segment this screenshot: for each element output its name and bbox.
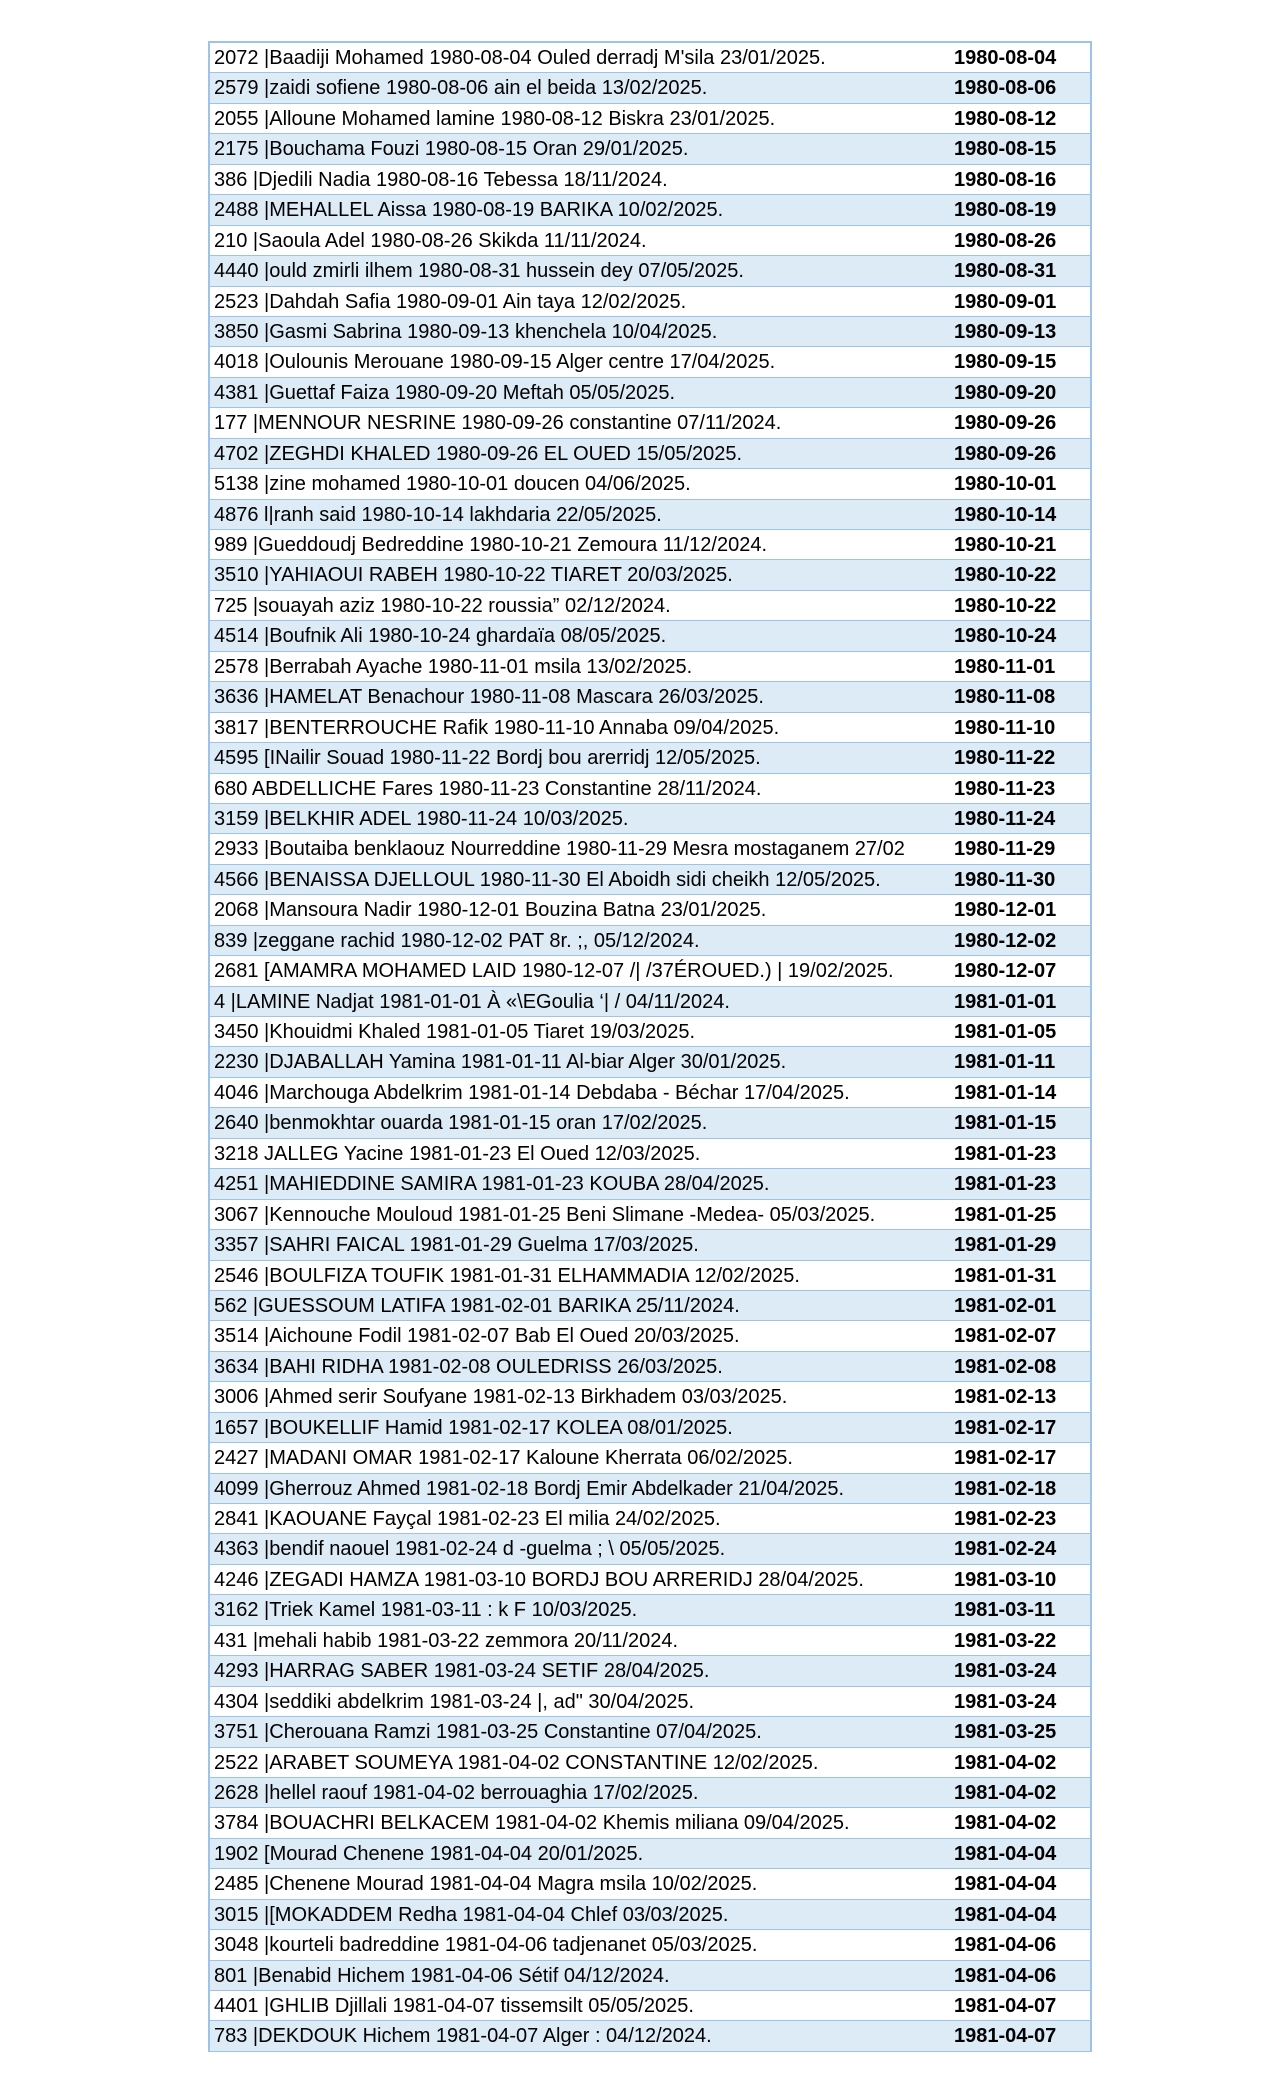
table-row <box>210 1748 1090 1778</box>
table-row <box>210 469 1090 499</box>
entry-cell: 4363 |bendif naouel 1981-02-24 d -guelma ; \ 05/05/2025. <box>214 1538 726 1561</box>
table-row <box>210 1808 1090 1838</box>
date-cell: 1981-04-04 <box>954 1873 1057 1896</box>
entry-cell: 1902 [Mourad Chenene 1981-04-04 20/01/2025. <box>214 1842 644 1865</box>
date-cell: 1980-09-15 <box>954 351 1057 374</box>
table-row <box>210 134 1090 164</box>
entry-cell: 2523 |Dahdah Safia 1980-09-01 Ain taya 12/02/2025. <box>214 290 687 313</box>
date-cell: 1980-11-30 <box>954 868 1056 891</box>
date-cell: 1981-04-04 <box>954 1903 1057 1926</box>
date-cell: 1981-04-06 <box>954 1964 1057 1987</box>
date-cell: 1981-02-17 <box>954 1447 1057 1470</box>
table-row <box>210 987 1090 1017</box>
table-row <box>210 1717 1090 1747</box>
entry-cell: 3162 |Triek Kamel 1981-03-11 : k F 10/03/2025. <box>214 1599 638 1622</box>
date-cell: 1981-03-24 <box>954 1660 1057 1683</box>
entry-cell: 2068 |Mansoura Nadir 1980-12-01 Bouzina Batna 23/01/2025. <box>214 899 767 922</box>
entry-cell: 725 |souayah aziz 1980-10-22 roussia” 02/12/2024. <box>214 594 671 617</box>
table-row <box>210 256 1090 286</box>
table-row <box>210 652 1090 682</box>
date-cell: 1980-11-10 <box>954 716 1056 739</box>
entry-cell: 2579 |zaidi sofiene 1980-08-06 ain el beida 13/02/2025. <box>214 77 708 100</box>
date-cell: 1981-03-24 <box>954 1690 1057 1713</box>
table-row <box>210 500 1090 530</box>
date-cell: 1980-09-20 <box>954 381 1057 404</box>
entry-cell: 839 |zeggane rachid 1980-12-02 PAT 8r. ;, 05/12/2024. <box>214 929 700 952</box>
date-cell: 1981-02-08 <box>954 1355 1057 1378</box>
date-cell: 1981-02-01 <box>954 1294 1057 1317</box>
date-cell: 1980-08-26 <box>954 229 1057 252</box>
table-row <box>210 1656 1090 1686</box>
table-row <box>210 347 1090 377</box>
date-cell: 1980-08-12 <box>954 107 1057 130</box>
date-cell: 1981-04-02 <box>954 1751 1057 1774</box>
table-row <box>210 73 1090 103</box>
table-row <box>210 1474 1090 1504</box>
date-cell: 1981-02-24 <box>954 1538 1057 1561</box>
date-cell: 1980-11-01 <box>954 655 1056 678</box>
table-row <box>210 1321 1090 1351</box>
table-row <box>210 1991 1090 2021</box>
entry-cell: 3048 |kourteli badreddine 1981-04-06 tadjenanet 05/03/2025. <box>214 1934 758 1957</box>
table-row <box>210 2021 1090 2051</box>
entry-cell: 801 |Benabid Hichem 1981-04-06 Sétif 04/12/2024. <box>214 1964 670 1987</box>
date-cell: 1981-01-15 <box>954 1112 1057 1135</box>
entry-cell: 1657 |BOUKELLIF Hamid 1981-02-17 KOLEA 08/01/2025. <box>214 1416 733 1439</box>
entry-cell: 4381 |Guettaf Faiza 1980-09-20 Meftah 05/05/2025. <box>214 381 676 404</box>
entry-cell: 2522 |ARABET SOUMEYA 1981-04-02 CONSTANTINE 12/02/2025. <box>214 1751 819 1774</box>
date-cell: 1980-10-14 <box>954 503 1057 526</box>
entry-cell: 4566 |BENAISSA DJELLOUL 1980-11-30 El Aboidh sidi cheikh 12/05/2025. <box>214 868 881 891</box>
entry-cell: 2488 |MEHALLEL Aissa 1980-08-19 BARIKA 10/02/2025. <box>214 199 724 222</box>
table-row <box>210 226 1090 256</box>
date-cell: 1981-04-02 <box>954 1812 1057 1835</box>
date-cell: 1981-01-29 <box>954 1234 1057 1257</box>
date-cell: 1981-02-13 <box>954 1386 1057 1409</box>
table-row <box>210 1382 1090 1412</box>
date-cell: 1980-10-22 <box>954 564 1057 587</box>
entry-cell: 4018 |Oulounis Merouane 1980-09-15 Alger centre 17/04/2025. <box>214 351 776 374</box>
entry-cell: 2072 |Baadiji Mohamed 1980-08-04 Ouled derradj M'sila 23/01/2025. <box>214 47 826 69</box>
date-cell: 1981-01-25 <box>954 1203 1057 1226</box>
entry-cell: 3510 |YAHIAOUI RABEH 1980-10-22 TIARET 20/03/2025. <box>214 564 733 587</box>
entry-cell: 3067 |Kennouche Mouloud 1981-01-25 Beni Slimane -Medea- 05/03/2025. <box>214 1203 876 1226</box>
entry-cell: 4246 |ZEGADI HAMZA 1981-03-10 BORDJ BOU ARRERIDJ 28/04/2025. <box>214 1568 864 1591</box>
date-cell: 1981-03-10 <box>954 1568 1057 1591</box>
date-cell: 1981-01-11 <box>954 1051 1056 1074</box>
date-cell: 1980-09-26 <box>954 442 1057 465</box>
entry-cell: 2546 |BOULFIZA TOUFIK 1981-01-31 ELHAMMADIA 12/02/2025. <box>214 1264 800 1287</box>
table-row <box>210 1534 1090 1564</box>
table-row <box>210 682 1090 712</box>
entry-cell: 386 |Djedili Nadia 1980-08-16 Tebessa 18/11/2024. <box>214 168 668 191</box>
date-cell: 1981-01-01 <box>954 990 1057 1013</box>
entry-cell: 210 |Saoula Adel 1980-08-26 Skikda 11/11/2024. <box>214 229 647 252</box>
table-row <box>210 1078 1090 1108</box>
date-cell: 1980-10-01 <box>954 473 1057 496</box>
entry-cell: 3634 |BAHI RIDHA 1981-02-08 OULEDRISS 26/03/2025. <box>214 1355 723 1378</box>
table-row <box>210 926 1090 956</box>
entry-cell: 4099 |Gherrouz Ahmed 1981-02-18 Bordj Emir Abdelkader 21/04/2025. <box>214 1477 845 1500</box>
table-row <box>210 1413 1090 1443</box>
table-row <box>210 1139 1090 1169</box>
data-table <box>208 41 1092 2052</box>
entry-cell: 4046 |Marchouga Abdelkrim 1981-01-14 Debdaba - Béchar 17/04/2025. <box>214 1081 850 1104</box>
entry-cell: 431 |mehali habib 1981-03-22 zemmora 20/11/2024. <box>214 1629 679 1652</box>
date-cell: 1980-10-24 <box>954 625 1057 648</box>
date-cell: 1981-04-02 <box>954 1781 1057 1804</box>
table-row <box>210 1230 1090 1260</box>
entry-cell: 2640 |benmokhtar ouarda 1981-01-15 oran 17/02/2025. <box>214 1112 708 1135</box>
date-cell: 1980-10-22 <box>954 594 1057 617</box>
table-row <box>210 1869 1090 1899</box>
entry-cell: 562 |GUESSOUM LATIFA 1981-02-01 BARIKA 25/11/2024. <box>214 1294 740 1317</box>
table-row <box>210 774 1090 804</box>
date-cell: 1981-01-31 <box>954 1264 1057 1287</box>
table-row <box>210 1961 1090 1991</box>
date-cell: 1981-04-04 <box>954 1842 1057 1865</box>
entry-cell: 2681 [AMAMRA MOHAMED LAID 1980-12-07 /| /37ÉROUED.) | 19/02/2025. <box>214 960 894 983</box>
entry-cell: 3636 |HAMELAT Benachour 1980-11-08 Mascara 26/03/2025. <box>214 686 764 709</box>
entry-cell: 680 ABDELLICHE Fares 1980-11-23 Constantine 28/11/2024. <box>214 777 762 800</box>
table-row <box>210 1778 1090 1808</box>
table-row <box>210 1352 1090 1382</box>
entry-cell: 4401 |GHLIB Djillali 1981-04-07 tissemsilt 05/05/2025. <box>214 1995 694 2017</box>
table-row <box>210 530 1090 560</box>
date-cell: 1980-12-07 <box>954 960 1057 983</box>
entry-cell: 3357 |SAHRI FAICAL 1981-01-29 Guelma 17/03/2025. <box>214 1234 699 1257</box>
date-cell: 1981-01-05 <box>954 1021 1057 1043</box>
table-row <box>210 1839 1090 1869</box>
entry-cell: 4 |LAMINE Nadjat 1981-01-01 À «\EGoulia ‘| / 04/11/2024. <box>214 990 730 1013</box>
date-cell: 1980-08-16 <box>954 168 1057 191</box>
date-cell: 1980-08-15 <box>954 138 1057 161</box>
table-row <box>210 165 1090 195</box>
entry-cell: 3514 |Aichoune Fodil 1981-02-07 Bab El Oued 20/03/2025. <box>214 1325 740 1348</box>
table-row <box>210 743 1090 773</box>
table-row <box>210 317 1090 347</box>
date-cell: 1981-02-23 <box>954 1508 1057 1530</box>
entry-cell: 3784 |BOUACHRI BELKACEM 1981-04-02 Khemis miliana 09/04/2025. <box>214 1812 850 1835</box>
date-cell: 1981-03-25 <box>954 1721 1057 1744</box>
date-cell: 1981-04-06 <box>954 1934 1057 1957</box>
table-row <box>210 1930 1090 1960</box>
date-cell: 1980-11-29 <box>954 838 1056 861</box>
table-row <box>210 43 1090 73</box>
date-cell: 1981-04-07 <box>954 1995 1057 2017</box>
date-cell: 1981-04-07 <box>954 2025 1057 2048</box>
table-row <box>210 1017 1090 1047</box>
table-row <box>210 1565 1090 1595</box>
entry-cell: 3159 |BELKHIR ADEL 1980-11-24 10/03/2025. <box>214 807 629 830</box>
entry-cell: 2485 |Chenene Mourad 1981-04-04 Magra msila 10/02/2025. <box>214 1873 758 1896</box>
table-row <box>210 1443 1090 1473</box>
entry-cell: 2628 |hellel raouf 1981-04-02 berrouaghia 17/02/2025. <box>214 1781 699 1804</box>
table-row <box>210 408 1090 438</box>
table-row <box>210 439 1090 469</box>
table-row <box>210 1900 1090 1930</box>
table-row <box>210 560 1090 590</box>
table-row <box>210 1200 1090 1230</box>
entry-cell: 4293 |HARRAG SABER 1981-03-24 SETIF 28/04/2025. <box>214 1660 710 1683</box>
table-row <box>210 104 1090 134</box>
table-row <box>210 1504 1090 1534</box>
entry-cell: 177 |MENNOUR NESRINE 1980-09-26 constantine 07/11/2024. <box>214 412 782 435</box>
date-cell: 1981-01-23 <box>954 1142 1057 1165</box>
entry-cell: 4251 |MAHIEDDINE SAMIRA 1981-01-23 KOUBA 28/04/2025. <box>214 1173 770 1196</box>
date-cell: 1980-11-24 <box>954 807 1056 830</box>
date-cell: 1980-10-21 <box>954 534 1057 556</box>
date-cell: 1980-12-01 <box>954 899 1057 922</box>
table-row <box>210 195 1090 225</box>
table-row <box>210 713 1090 743</box>
entry-cell: 3751 |Cherouana Ramzi 1981-03-25 Constantine 07/04/2025. <box>214 1721 762 1744</box>
entry-cell: 2230 |DJABALLAH Yamina 1981-01-11 Al-biar Alger 30/01/2025. <box>214 1051 787 1074</box>
date-cell: 1980-09-13 <box>954 320 1057 343</box>
entry-cell: 4514 |Boufnik Ali 1980-10-24 ghardaïa 08/05/2025. <box>214 625 667 648</box>
entry-cell: 5138 |zine mohamed 1980-10-01 doucen 04/06/2025. <box>214 473 691 496</box>
table-row <box>210 621 1090 651</box>
date-cell: 1981-03-11 <box>954 1599 1056 1622</box>
entry-cell: 2055 |Alloune Mohamed lamine 1980-08-12 Biskra 23/01/2025. <box>214 107 776 130</box>
date-cell: 1980-08-31 <box>954 260 1057 283</box>
entry-cell: 783 |DEKDOUK Hichem 1981-04-07 Alger : 04/12/2024. <box>214 2025 712 2048</box>
table-row <box>210 287 1090 317</box>
date-cell: 1981-01-23 <box>954 1173 1057 1196</box>
entry-cell: 3817 |BENTERROUCHE Rafik 1980-11-10 Annaba 09/04/2025. <box>214 716 780 739</box>
date-cell: 1980-09-01 <box>954 290 1057 313</box>
entry-cell: 2175 |Bouchama Fouzi 1980-08-15 Oran 29/01/2025. <box>214 138 689 161</box>
table-row <box>210 378 1090 408</box>
table-row <box>210 1047 1090 1077</box>
entry-cell: 3218 JALLEG Yacine 1981-01-23 El Oued 12/03/2025. <box>214 1142 701 1165</box>
table-row <box>210 1687 1090 1717</box>
table-row <box>210 956 1090 986</box>
entry-cell: 3850 |Gasmi Sabrina 1980-09-13 khenchela 10/04/2025. <box>214 320 718 343</box>
date-cell: 1980-08-06 <box>954 77 1057 100</box>
entry-cell: 4702 |ZEGHDI KHALED 1980-09-26 EL OUED 15/05/2025. <box>214 442 743 465</box>
table-row <box>210 804 1090 834</box>
entry-cell: 3006 |Ahmed serir Soufyane 1981-02-13 Birkhadem 03/03/2025. <box>214 1386 788 1409</box>
entry-cell: 3450 |Khouidmi Khaled 1981-01-05 Tiaret 19/03/2025. <box>214 1021 696 1043</box>
entry-cell: 4876 l|ranh said 1980-10-14 lakhdaria 22/05/2025. <box>214 503 662 526</box>
date-cell: 1981-02-18 <box>954 1477 1057 1500</box>
entry-cell: 989 |Gueddoudj Bedreddine 1980-10-21 Zemoura 11/12/2024. <box>214 534 768 556</box>
table-row <box>210 1169 1090 1199</box>
date-cell: 1981-02-07 <box>954 1325 1057 1348</box>
date-cell: 1981-03-22 <box>954 1629 1057 1652</box>
table-row <box>210 1261 1090 1291</box>
entry-cell: 3015 |[MOKADDEM Redha 1981-04-04 Chlef 03/03/2025. <box>214 1903 729 1926</box>
table-row <box>210 895 1090 925</box>
entry-cell: 2578 |Berrabah Ayache 1980-11-01 msila 13/02/2025. <box>214 655 693 678</box>
date-cell: 1980-11-22 <box>954 747 1056 770</box>
entry-cell: 4440 |ould zmirli ilhem 1980-08-31 hussein dey 07/05/2025. <box>214 260 744 283</box>
entry-cell: 2427 |MADANI OMAR 1981-02-17 Kaloune Kherrata 06/02/2025. <box>214 1447 793 1470</box>
table-row <box>210 834 1090 864</box>
date-cell: 1980-12-02 <box>954 929 1057 952</box>
table-row <box>210 1626 1090 1656</box>
table-row <box>210 865 1090 895</box>
date-cell: 1980-08-19 <box>954 199 1057 222</box>
entry-cell: 4304 |seddiki abdelkrim 1981-03-24 |, ad" 30/04/2025. <box>214 1690 695 1713</box>
date-cell: 1981-02-17 <box>954 1416 1057 1439</box>
table-row <box>210 1108 1090 1138</box>
table-row <box>210 1291 1090 1321</box>
entry-cell: 2933 |Boutaiba benklaouz Nourreddine 1980-11-29 Mesra mostaganem 27/02 <box>214 838 905 861</box>
entry-cell: 2841 |KAOUANE Fayçal 1981-02-23 El milia 24/02/2025. <box>214 1508 721 1530</box>
date-cell: 1980-11-08 <box>954 686 1056 709</box>
date-cell: 1980-08-04 <box>954 47 1057 69</box>
date-cell: 1981-01-14 <box>954 1081 1057 1104</box>
entry-cell: 4595 [INailir Souad 1980-11-22 Bordj bou arerridj 12/05/2025. <box>214 747 761 770</box>
date-cell: 1980-09-26 <box>954 412 1057 435</box>
date-cell: 1980-11-23 <box>954 777 1056 800</box>
table-row <box>210 591 1090 621</box>
table-row <box>210 1595 1090 1625</box>
